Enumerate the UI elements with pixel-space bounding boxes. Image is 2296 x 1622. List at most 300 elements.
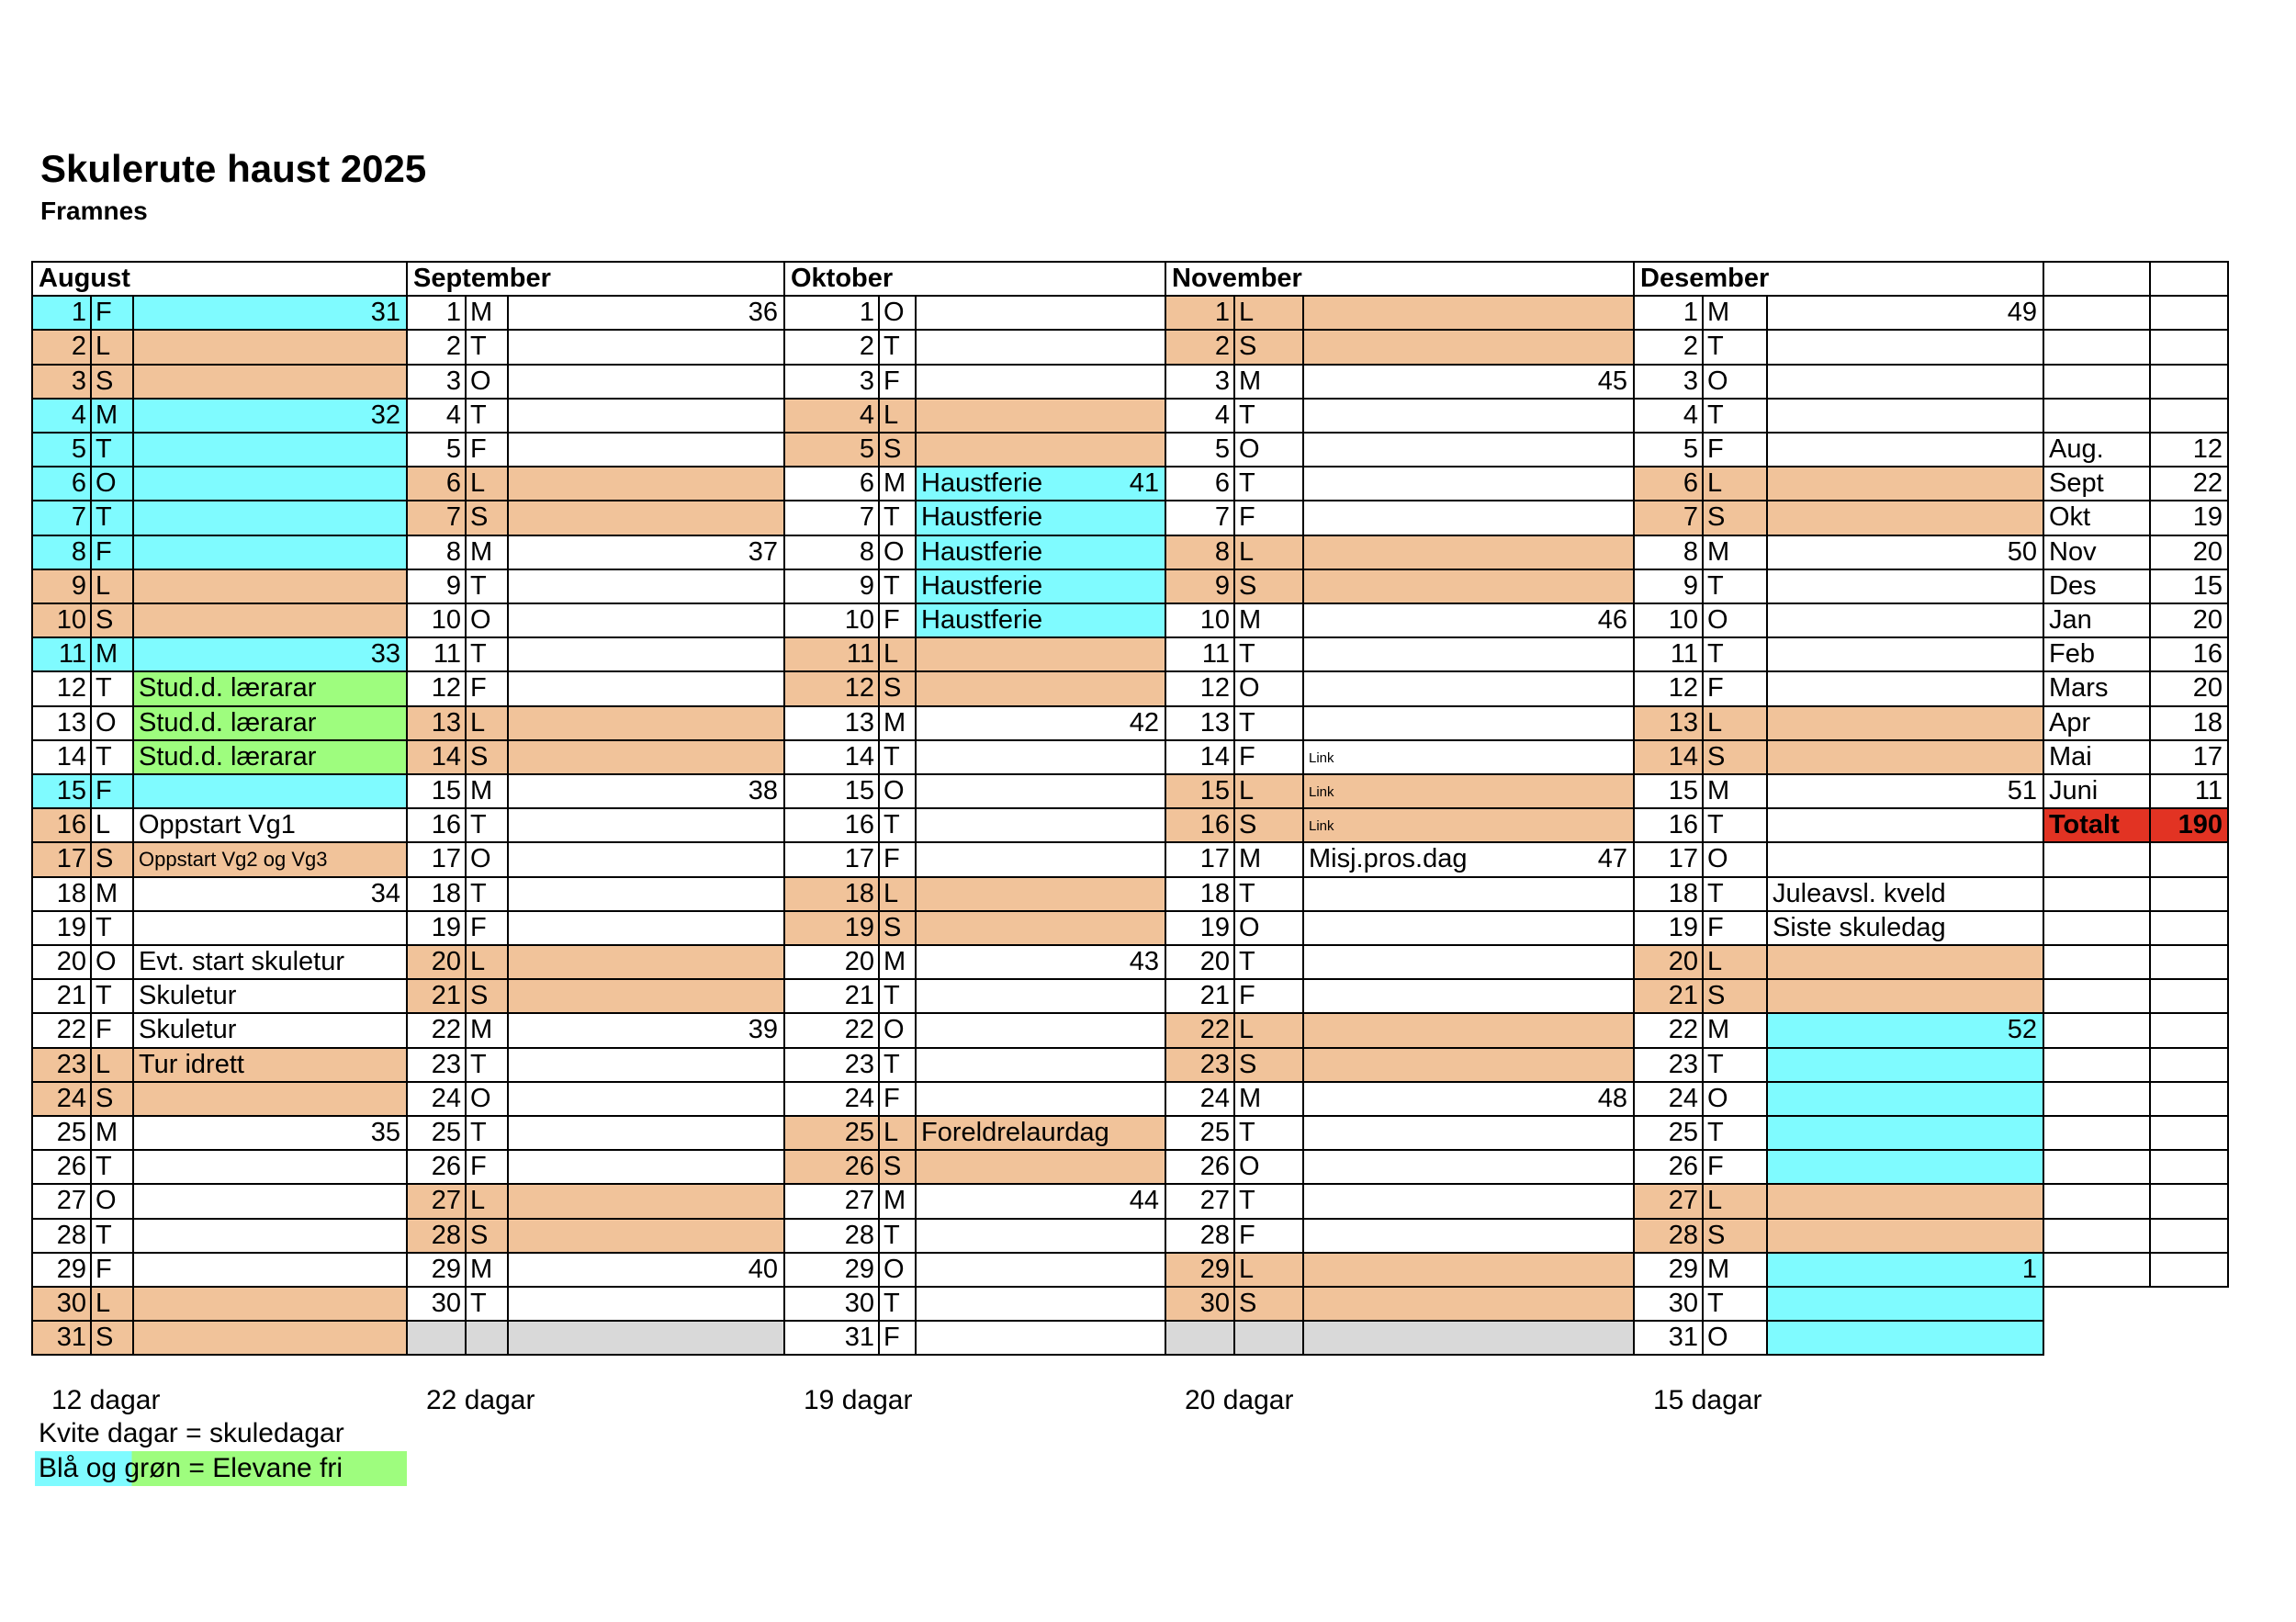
day-event	[917, 536, 1166, 570]
day-event	[1304, 501, 1635, 535]
weekday-letter: O	[880, 775, 917, 809]
summary-month: Des	[2044, 570, 2151, 604]
weekday-letter: T	[880, 1049, 917, 1083]
day-number: 5	[785, 434, 880, 467]
week-number: 1	[2021, 1254, 2037, 1284]
weekday-letter: T	[1235, 1117, 1304, 1151]
day-event	[1304, 672, 1635, 706]
day-number: 11	[408, 638, 467, 672]
day-event	[917, 1083, 1166, 1117]
day-number: 1	[1166, 297, 1235, 331]
week-number: 40	[748, 1254, 778, 1284]
summary-cell	[2151, 843, 2229, 877]
weekday-letter: M	[880, 946, 917, 980]
day-number: 21	[1166, 980, 1235, 1014]
day-event	[509, 672, 785, 706]
weekday-letter: O	[1704, 366, 1768, 400]
day-event	[134, 1254, 408, 1288]
week-number: 34	[370, 878, 400, 908]
weekday-letter: T	[467, 570, 509, 604]
weekday-letter: O	[1235, 912, 1304, 946]
day-event	[1768, 946, 2044, 980]
day-event	[134, 604, 408, 638]
weekday-letter: M	[1235, 604, 1304, 638]
weekday-letter: M	[92, 878, 134, 912]
event-label: Evt. start skuletur	[139, 947, 345, 976]
event-label: Foreldrelaurdag	[921, 1118, 1109, 1147]
summary-cell	[2044, 1185, 2151, 1219]
weekday-letter: T	[880, 331, 917, 365]
day-event	[1768, 707, 2044, 741]
weekday-letter: L	[880, 400, 917, 434]
weekday-letter: O	[467, 366, 509, 400]
summary-cell	[2044, 946, 2151, 980]
weekday-letter: L	[880, 878, 917, 912]
summary-cell	[2151, 1014, 2229, 1048]
day-number: 9	[1635, 570, 1704, 604]
day-event	[1304, 331, 1635, 365]
summary-cell	[2151, 366, 2229, 400]
weekday-letter: T	[467, 878, 509, 912]
day-number: 30	[33, 1288, 92, 1322]
day-number: 25	[408, 1117, 467, 1151]
day-number: 27	[1166, 1185, 1235, 1219]
day-number: 22	[785, 1014, 880, 1048]
day-number: 2	[1166, 331, 1235, 365]
day-event	[1304, 1254, 1635, 1288]
day-event	[509, 1049, 785, 1083]
day-number: 28	[1635, 1220, 1704, 1254]
day-event	[917, 1117, 1166, 1151]
week-number: 47	[1597, 844, 1627, 874]
summary-cell	[2044, 331, 2151, 365]
day-number: 18	[1166, 878, 1235, 912]
weekday-letter: T	[92, 1220, 134, 1254]
summary-cell	[2151, 400, 2229, 434]
day-number: 24	[33, 1083, 92, 1117]
summary-days: 20	[2151, 536, 2229, 570]
day-event	[1304, 570, 1635, 604]
day-event	[134, 501, 408, 535]
day-number: 29	[1166, 1254, 1235, 1288]
page-title: Skulerute haust 2025	[40, 147, 427, 190]
day-event	[509, 707, 785, 741]
day-event	[509, 1322, 785, 1356]
day-event	[1768, 570, 2044, 604]
summary-month: Mai	[2044, 741, 2151, 775]
day-event	[134, 366, 408, 400]
day-event	[509, 1151, 785, 1185]
day-event	[1768, 400, 2044, 434]
weekday-letter: M	[1704, 1014, 1768, 1048]
day-number: 22	[1166, 1014, 1235, 1048]
summary-cell	[2151, 946, 2229, 980]
day-number: 27	[33, 1185, 92, 1219]
summary-month: Juni	[2044, 775, 2151, 809]
day-number: 1	[408, 297, 467, 331]
day-event	[134, 980, 408, 1014]
day-number: 18	[33, 878, 92, 912]
day-event	[917, 400, 1166, 434]
summary-days: 190	[2151, 809, 2229, 843]
day-event	[917, 1049, 1166, 1083]
day-number: 23	[1635, 1049, 1704, 1083]
weekday-letter: L	[467, 707, 509, 741]
event-label: Haustferie	[921, 570, 1043, 601]
week-number: 52	[2007, 1015, 2037, 1045]
weekday-letter: T	[1235, 400, 1304, 434]
day-event	[1768, 980, 2044, 1014]
day-event	[917, 501, 1166, 535]
weekday-letter: O	[92, 707, 134, 741]
weekday-letter: S	[880, 1151, 917, 1185]
day-event	[917, 1322, 1166, 1356]
day-event	[509, 1288, 785, 1322]
weekday-letter: F	[92, 1254, 134, 1288]
day-event	[509, 1220, 785, 1254]
weekday-letter: T	[1235, 946, 1304, 980]
day-event	[509, 775, 785, 809]
event-label: Link	[1309, 749, 1334, 766]
month-header-desember: Desember	[1635, 263, 2044, 297]
day-event	[509, 604, 785, 638]
day-event	[1768, 297, 2044, 331]
day-event	[134, 400, 408, 434]
day-number: 8	[785, 536, 880, 570]
day-number: 18	[785, 878, 880, 912]
day-event	[134, 775, 408, 809]
day-event	[917, 912, 1166, 946]
weekday-letter: L	[92, 1049, 134, 1083]
event-label: Link	[1309, 818, 1334, 835]
day-number: 21	[1635, 980, 1704, 1014]
weekday-letter: S	[92, 604, 134, 638]
day-number: 9	[33, 570, 92, 604]
weekday-letter: M	[1704, 1254, 1768, 1288]
day-number: 17	[1166, 843, 1235, 877]
day-number: 25	[1166, 1117, 1235, 1151]
weekday-letter: F	[1704, 912, 1768, 946]
day-event	[134, 638, 408, 672]
day-event	[917, 638, 1166, 672]
day-event	[509, 536, 785, 570]
day-event	[1304, 1322, 1635, 1356]
weekday-letter: F	[1235, 1220, 1304, 1254]
day-number: 8	[1166, 536, 1235, 570]
day-number: 24	[1635, 1083, 1704, 1117]
day-number: 4	[1166, 400, 1235, 434]
weekday-letter: L	[92, 809, 134, 843]
day-number: 23	[33, 1049, 92, 1083]
weekday-letter: S	[1235, 809, 1304, 843]
weekday-letter: T	[92, 672, 134, 706]
weekday-letter: F	[880, 843, 917, 877]
day-event	[1768, 366, 2044, 400]
event-label: Siste skuledag	[1773, 912, 1946, 942]
day-event	[1768, 467, 2044, 501]
day-number: 8	[408, 536, 467, 570]
summary-cell	[2151, 1254, 2229, 1288]
day-event	[1768, 331, 2044, 365]
day-number: 15	[1635, 775, 1704, 809]
day-number: 19	[408, 912, 467, 946]
weekday-letter: L	[92, 1288, 134, 1322]
day-number: 9	[1166, 570, 1235, 604]
week-number: 33	[370, 639, 400, 670]
weekday-letter: F	[880, 1083, 917, 1117]
weekday-letter: T	[1704, 638, 1768, 672]
day-event	[1304, 946, 1635, 980]
day-event	[1304, 1288, 1635, 1322]
day-number: 24	[785, 1083, 880, 1117]
day-number: 2	[408, 331, 467, 365]
weekday-letter: T	[467, 809, 509, 843]
day-event	[1768, 1049, 2044, 1083]
month-school-days-total: 15 dagar	[1653, 1385, 1762, 1415]
day-number: 10	[1635, 604, 1704, 638]
day-number: 3	[785, 366, 880, 400]
month-header-oktober: Oktober	[785, 263, 1166, 297]
day-number: 14	[408, 741, 467, 775]
day-event	[1304, 809, 1635, 843]
day-event	[1304, 1014, 1635, 1048]
week-number: 46	[1597, 605, 1627, 635]
weekday-letter: M	[1235, 1083, 1304, 1117]
weekday-letter: S	[1235, 1049, 1304, 1083]
day-number: 19	[33, 912, 92, 946]
day-number: 3	[33, 366, 92, 400]
summary-month: Aug.	[2044, 434, 2151, 467]
day-event	[1768, 1254, 2044, 1288]
week-number: 38	[748, 776, 778, 805]
month-school-days-total: 12 dagar	[51, 1385, 161, 1415]
day-event	[134, 1220, 408, 1254]
event-label: Oppstart Vg2 og Vg3	[139, 848, 328, 872]
day-number: 31	[1635, 1322, 1704, 1356]
day-event	[134, 1049, 408, 1083]
day-number: 19	[1635, 912, 1704, 946]
day-number: 14	[785, 741, 880, 775]
event-label: Haustferie	[921, 468, 1043, 499]
day-number: 15	[785, 775, 880, 809]
day-number: 3	[1635, 366, 1704, 400]
day-event	[134, 570, 408, 604]
day-event	[1304, 1151, 1635, 1185]
week-number: 31	[370, 298, 400, 328]
month-school-days-total: 19 dagar	[804, 1385, 913, 1415]
weekday-letter: O	[467, 843, 509, 877]
day-event	[134, 467, 408, 501]
day-number: 1	[1635, 297, 1704, 331]
summary-cell	[2044, 878, 2151, 912]
weekday-letter: F	[92, 297, 134, 331]
weekday-letter: F	[92, 536, 134, 570]
weekday-letter: L	[1235, 297, 1304, 331]
weekday-letter: L	[1235, 536, 1304, 570]
day-event	[1304, 604, 1635, 638]
summary-days: 11	[2151, 775, 2229, 809]
day-number	[1166, 1322, 1235, 1356]
day-number: 12	[785, 672, 880, 706]
summary-days: 15	[2151, 570, 2229, 604]
day-number: 11	[1166, 638, 1235, 672]
week-number: 35	[370, 1118, 400, 1147]
day-event	[917, 775, 1166, 809]
event-label: Juleavsl. kveld	[1773, 878, 1946, 908]
summary-days: 18	[2151, 707, 2229, 741]
weekday-letter: O	[880, 1254, 917, 1288]
day-event	[1304, 434, 1635, 467]
day-number: 8	[33, 536, 92, 570]
summary-days: 16	[2151, 638, 2229, 672]
day-event	[917, 1220, 1166, 1254]
day-number: 3	[1166, 366, 1235, 400]
day-number: 14	[1166, 741, 1235, 775]
day-number: 30	[1166, 1288, 1235, 1322]
weekday-letter: S	[467, 1220, 509, 1254]
summary-days: 20	[2151, 672, 2229, 706]
day-event	[1304, 1185, 1635, 1219]
day-event	[1768, 843, 2044, 877]
day-event	[134, 843, 408, 877]
week-number: 42	[1129, 707, 1159, 738]
day-event	[1768, 1083, 2044, 1117]
weekday-letter: O	[1235, 1151, 1304, 1185]
day-number: 24	[1166, 1083, 1235, 1117]
summary-cell	[2151, 980, 2229, 1014]
day-event	[1768, 775, 2044, 809]
day-number: 27	[1635, 1185, 1704, 1219]
week-number: 36	[748, 298, 778, 328]
summary-cell	[2151, 1151, 2229, 1185]
weekday-letter: M	[92, 1117, 134, 1151]
weekday-letter: O	[1235, 672, 1304, 706]
weekday-letter: L	[1704, 707, 1768, 741]
day-number: 2	[33, 331, 92, 365]
weekday-letter: M	[467, 1014, 509, 1048]
week-number: 32	[370, 400, 400, 430]
month-header-september: September	[408, 263, 785, 297]
day-event	[509, 1083, 785, 1117]
day-event	[509, 638, 785, 672]
day-event	[1304, 878, 1635, 912]
day-event	[917, 707, 1166, 741]
day-event	[1768, 1014, 2044, 1048]
day-event	[917, 1014, 1166, 1048]
day-number: 10	[33, 604, 92, 638]
day-event	[1304, 1049, 1635, 1083]
day-number: 5	[1166, 434, 1235, 467]
week-number: 45	[1597, 366, 1627, 396]
day-number: 25	[1635, 1117, 1704, 1151]
event-label: Stud.d. lærarar	[139, 707, 317, 738]
day-event	[917, 366, 1166, 400]
day-number: 12	[408, 672, 467, 706]
day-event	[134, 1014, 408, 1048]
weekday-letter: O	[92, 1185, 134, 1219]
day-number: 21	[408, 980, 467, 1014]
weekday-letter	[467, 1322, 509, 1356]
day-event	[509, 400, 785, 434]
summary-month: Totalt	[2044, 809, 2151, 843]
event-label: Haustferie	[921, 605, 1043, 635]
summary-cell	[2044, 980, 2151, 1014]
summary-cell	[2044, 1083, 2151, 1117]
day-number: 15	[1166, 775, 1235, 809]
weekday-letter: T	[467, 1049, 509, 1083]
day-number: 13	[1635, 707, 1704, 741]
day-event	[134, 741, 408, 775]
day-event	[1304, 1117, 1635, 1151]
summary-month: Feb	[2044, 638, 2151, 672]
day-number: 11	[785, 638, 880, 672]
weekday-letter: T	[92, 501, 134, 535]
weekday-letter: S	[1235, 1288, 1304, 1322]
day-number: 27	[408, 1185, 467, 1219]
event-label: Skuletur	[139, 1015, 237, 1045]
weekday-letter: M	[1235, 843, 1304, 877]
weekday-letter: O	[1704, 843, 1768, 877]
day-event	[1304, 297, 1635, 331]
weekday-letter: T	[880, 501, 917, 535]
summary-days: 12	[2151, 434, 2229, 467]
day-number: 18	[408, 878, 467, 912]
weekday-letter: T	[92, 980, 134, 1014]
day-number: 12	[1166, 672, 1235, 706]
day-event	[1768, 672, 2044, 706]
day-event	[917, 1185, 1166, 1219]
weekday-letter: T	[1704, 1049, 1768, 1083]
day-number: 16	[1635, 809, 1704, 843]
day-event	[1768, 604, 2044, 638]
day-number: 7	[785, 501, 880, 535]
weekday-letter: T	[1704, 1288, 1768, 1322]
month-header-august: August	[33, 263, 408, 297]
weekday-letter: F	[467, 434, 509, 467]
day-event	[134, 536, 408, 570]
day-event	[509, 980, 785, 1014]
weekday-letter: F	[1704, 672, 1768, 706]
day-event	[917, 980, 1166, 1014]
day-number: 15	[408, 775, 467, 809]
weekday-letter: T	[1235, 878, 1304, 912]
summary-month: Nov	[2044, 536, 2151, 570]
day-event	[917, 331, 1166, 365]
day-number: 20	[408, 946, 467, 980]
summary-cell	[2151, 1220, 2229, 1254]
day-event	[1304, 467, 1635, 501]
day-number: 27	[785, 1185, 880, 1219]
day-number: 30	[1635, 1288, 1704, 1322]
summary-cell	[2044, 366, 2151, 400]
weekday-letter: L	[92, 331, 134, 365]
weekday-letter: S	[92, 843, 134, 877]
day-number: 31	[785, 1322, 880, 1356]
event-label: Oppstart Vg1	[139, 810, 296, 840]
summary-cell	[2044, 1220, 2151, 1254]
day-number: 25	[785, 1117, 880, 1151]
day-event	[134, 1151, 408, 1185]
summary-cell	[2151, 1117, 2229, 1151]
summary-cell	[2044, 297, 2151, 331]
weekday-letter: S	[1704, 501, 1768, 535]
day-number: 7	[33, 501, 92, 535]
day-number: 10	[408, 604, 467, 638]
day-number: 25	[33, 1117, 92, 1151]
day-number: 15	[33, 775, 92, 809]
summary-cell	[2151, 878, 2229, 912]
weekday-letter: S	[880, 912, 917, 946]
